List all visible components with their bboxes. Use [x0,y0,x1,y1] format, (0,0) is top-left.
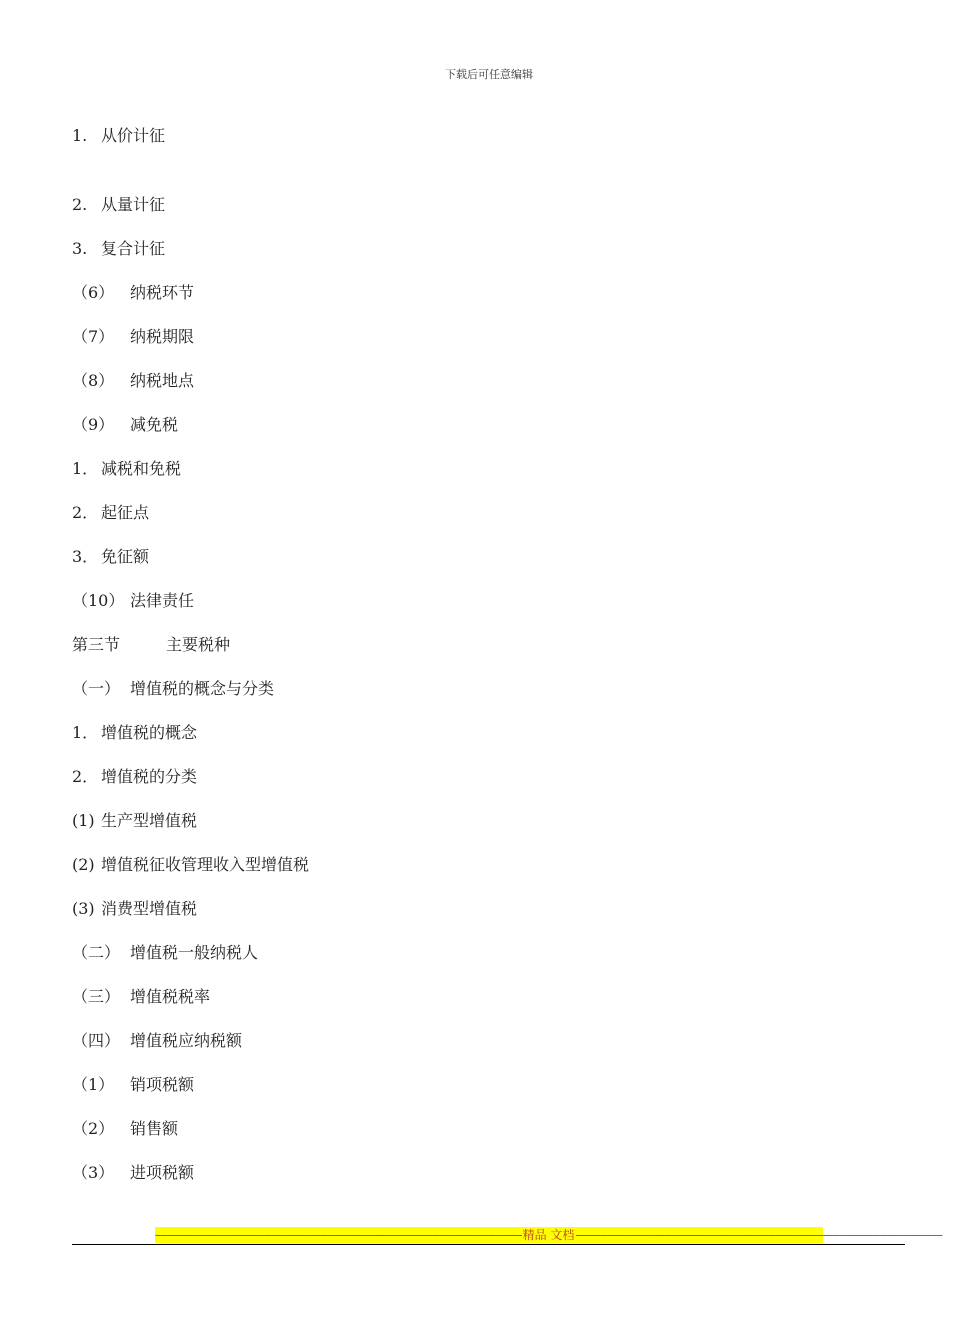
outline-text: 起征点 [101,503,150,522]
footer-rule [72,1244,905,1245]
outline-line [72,855,310,875]
outline-line [72,126,166,146]
outline-number: (1) [72,811,95,830]
outline-line [72,195,166,215]
outline-text: 增值税税率 [130,987,211,1006]
outline-text: 增值税一般纳税人 [130,943,259,962]
section-number: 第三节 [72,635,121,654]
outline-line [72,987,211,1007]
outline-line [72,679,275,699]
outline-number: （3） [72,1163,115,1182]
outline-line [72,1075,195,1095]
outline-text: 生产型增值税 [101,811,198,830]
outline-number: （9） [72,415,115,434]
outline-line [72,547,150,567]
outline-line [72,283,195,303]
outline-number: 2． [72,767,99,786]
outline-text: 纳税期限 [130,327,195,346]
outline-line [72,1119,179,1139]
outline-number: 3． [72,547,99,566]
outline-number: （2） [72,1119,115,1138]
outline-text: 销项税额 [130,1075,195,1094]
outline-line [72,1163,195,1183]
outline-text: 从价计征 [101,126,166,145]
outline-number: （二） [72,943,121,962]
outline-line [72,327,195,347]
outline-number: （6） [72,283,115,302]
outline-text: 增值税的概念与分类 [130,679,275,698]
outline-text: 进项税额 [130,1163,195,1182]
outline-text: 增值税的分类 [101,767,198,786]
section-heading [72,635,231,655]
outline-text: 消费型增值税 [101,899,198,918]
page-header: 下载后可任意编辑 [445,68,533,81]
outline-number: （1） [72,1075,115,1094]
outline-number: 1． [72,459,99,478]
outline-text: 减免税 [130,415,179,434]
footer-dashes-left: ------------------------------------------------------------------------------------------------------------------------ [155,1228,522,1242]
outline-text: 纳税环节 [130,283,195,302]
outline-line [72,503,150,523]
outline-number: 3. [72,239,88,258]
outline-line [72,1031,243,1051]
footer-banner [155,1227,942,1243]
outline-number: 1． [72,723,99,742]
outline-text: 增值税征收管理收入型增值税 [101,855,310,874]
outline-line [72,767,198,787]
outline-number: （7） [72,327,115,346]
outline-number: 2. [72,195,88,214]
outline-line [72,811,198,831]
outline-text: 免征额 [101,547,150,566]
section-title: 主要税种 [166,635,231,654]
outline-line [72,591,195,611]
outline-line [72,943,259,963]
outline-line [72,371,195,391]
outline-number: （一） [72,679,121,698]
outline-line [72,723,198,743]
outline-line [72,415,179,435]
outline-number: （10） [72,591,125,610]
outline-text: 纳税地点 [130,371,195,390]
outline-number: 1. [72,126,88,145]
outline-text: 从量计征 [101,195,166,214]
outline-text: 销售额 [130,1119,179,1138]
outline-number: (2) [72,855,95,874]
outline-text: 法律责任 [130,591,195,610]
outline-number: (3) [72,899,95,918]
outline-number: （三） [72,987,121,1006]
footer-label: 精品 文档 [522,1228,575,1242]
outline-line [72,459,182,479]
outline-number: （四） [72,1031,121,1050]
outline-text: 复合计征 [101,239,166,258]
outline-line [72,899,198,919]
outline-text: 增值税应纳税额 [130,1031,243,1050]
outline-text: 减税和免税 [101,459,182,478]
outline-text: 增值税的概念 [101,723,198,742]
outline-number: （8） [72,371,115,390]
outline-number: 2． [72,503,99,522]
outline-line [72,239,166,259]
footer-dashes-right: ------------------------------------------------------------------------------------------------------------------------ [575,1228,942,1242]
